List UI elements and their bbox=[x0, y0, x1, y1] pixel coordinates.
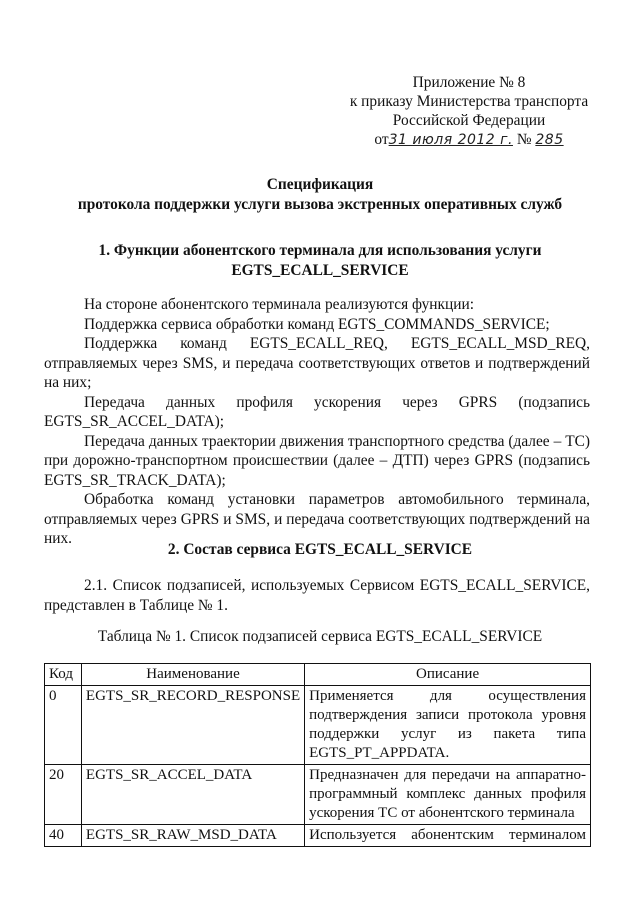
handwritten-number: 285 bbox=[535, 132, 564, 148]
paragraph-accel-data: Передача данных профиля ускорения через GPRS (подзапись EGTS_SR_ACCEL_DATA); bbox=[44, 393, 590, 430]
header-description: Описание bbox=[305, 664, 591, 686]
appendix-header bbox=[338, 73, 600, 150]
date-prefix: от bbox=[374, 131, 389, 148]
row-code: 20 bbox=[45, 765, 82, 825]
table-row bbox=[45, 825, 591, 847]
appendix-number: Приложение № 8 bbox=[412, 74, 526, 91]
table-caption: Таблица № 1. Список подзаписей сервиса EGTS_ECALL_SERVICE bbox=[97, 628, 543, 645]
row-description: Применяется для осуществления подтверждения записи протокола уровня поддержки услуг из пакета типа EGTS_PT_APPDATA. bbox=[305, 686, 591, 765]
subrecords-table bbox=[44, 663, 591, 847]
section1-body bbox=[44, 295, 590, 549]
header-code: Код bbox=[45, 664, 82, 686]
table-row bbox=[45, 765, 591, 825]
row-name: EGTS_SR_ACCEL_DATA bbox=[81, 765, 304, 825]
order-reference: к приказу Министерства транспорта bbox=[349, 93, 589, 110]
table-row bbox=[45, 686, 591, 765]
federation-name: Российской Федерации bbox=[392, 112, 546, 129]
row-name: EGTS_SR_RECORD_RESPONSE bbox=[81, 686, 304, 765]
paragraph-track-data: Передача данных траектории движения транспортного средства (далее – ТС) при дорожно-транспортном происшествии (далее – ДТП) через GPRS (подзапись EGTS_SR_TRACK_DATA); bbox=[44, 432, 590, 489]
paragraph-terminal-params: Обработка команд установки параметров автомобильного терминала, отправляемых через GPRS и SMS, и передача соответствующих подтверждений на них. bbox=[44, 491, 590, 547]
row-code: 40 bbox=[45, 825, 82, 847]
handwritten-date: 31 июля 2012 г. bbox=[388, 132, 513, 148]
row-description: Предназначен для передачи на аппаратно-программный комплекс данных профиля ускорения ТС от абонентского терминала bbox=[305, 765, 591, 825]
row-code: 0 bbox=[45, 686, 82, 765]
paragraph-functions-intro: На стороне абонентского терминала реализуются функции: bbox=[84, 296, 474, 313]
document-subtitle: протокола поддержки услуги вызова экстренных оперативных служб bbox=[77, 196, 563, 213]
row-name: EGTS_SR_RAW_MSD_DATA bbox=[81, 825, 304, 847]
row-description: Используется абонентским терминалом bbox=[305, 825, 591, 847]
paragraph-ecall-commands: Поддержка команд EGTS_ECALL_REQ, EGTS_ECALL_MSD_REQ, bbox=[84, 335, 590, 352]
section2-body bbox=[44, 576, 590, 615]
paragraph-ecall-commands-cont: отправляемых через SMS, и передача соответствующих ответов и подтверждений на них; bbox=[44, 354, 590, 391]
header-name: Наименование bbox=[81, 664, 304, 686]
number-prefix: № bbox=[516, 131, 532, 148]
paragraph-subrecords-list: 2.1. Список подзаписей, используемых Сервисом EGTS_ECALL_SERVICE, представлен в Таблице № 1. bbox=[44, 577, 590, 614]
section1-heading: 1. Функции абонентского терминала для использования услуги bbox=[98, 242, 542, 259]
table-header-row bbox=[45, 664, 591, 686]
section1-heading-service: EGTS_ECALL_SERVICE bbox=[231, 262, 409, 279]
section2-heading: 2. Состав сервиса EGTS_ECALL_SERVICE bbox=[167, 541, 473, 558]
order-date-line bbox=[338, 130, 600, 150]
paragraph-commands-service: Поддержка сервиса обработки команд EGTS_COMMANDS_SERVICE; bbox=[84, 315, 550, 333]
document-title: Спецификация bbox=[266, 176, 374, 193]
